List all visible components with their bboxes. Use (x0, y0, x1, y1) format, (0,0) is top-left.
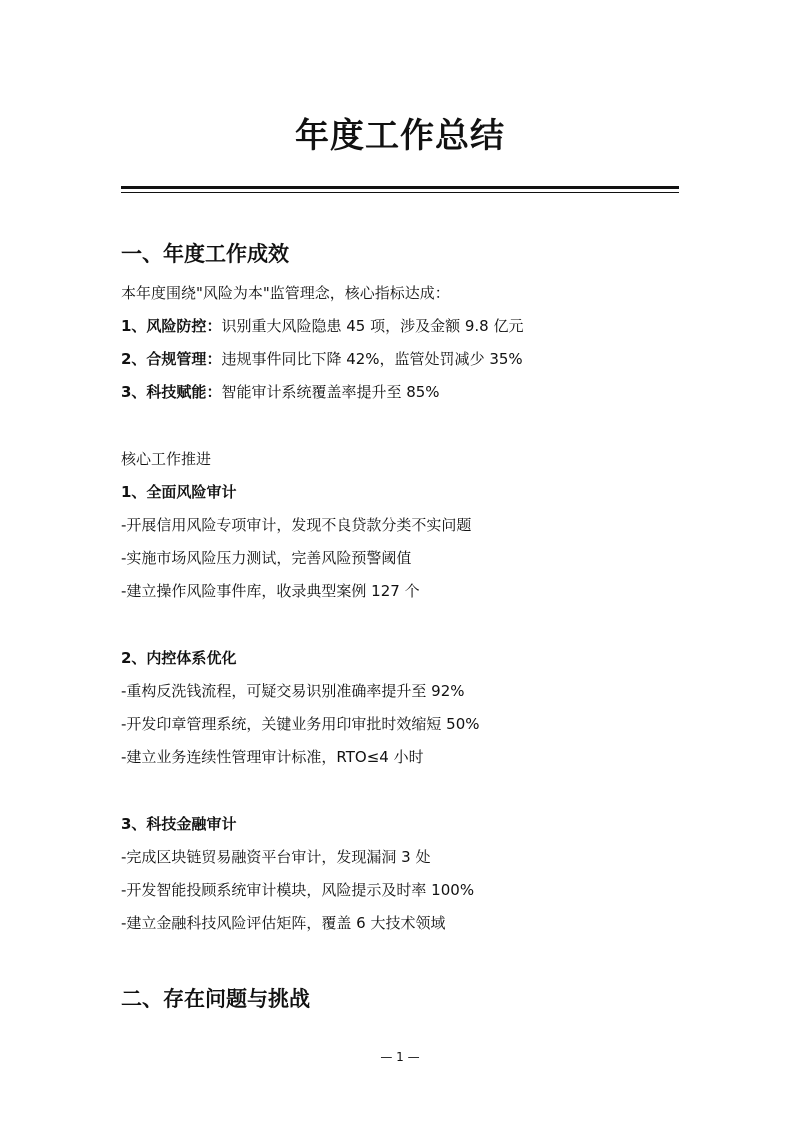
metric-label: 3、科技赋能： (121, 383, 222, 401)
list-item: -建立业务连续性管理审计标准，RTO≤4 小时 (121, 748, 424, 766)
list-item: -完成区块链贸易融资平台审计，发现漏洞 3 处 (121, 848, 431, 866)
metric-text: 智能审计系统覆盖率提升至 85% (221, 383, 440, 401)
list-item: -开展信用风险专项审计，发现不良贷款分类不实问题 (121, 516, 472, 534)
title-divider-thin (121, 192, 679, 193)
list-item: -开发印章管理系统，关键业务用印审批时效缩短 50% (121, 715, 480, 733)
metric-item (121, 349, 523, 369)
list-item: -开发智能投顾系统审计模块，风险提示及时率 100% (121, 881, 475, 899)
subsection-heading: 1、全面风险审计 (121, 483, 237, 501)
section-heading-challenges: 二、存在问题与挑战 (121, 987, 310, 1011)
page-number: — 1 — (380, 1050, 420, 1064)
list-item: -建立金融科技风险评估矩阵，覆盖 6 大技术领域 (121, 914, 446, 932)
metric-label: 2、合规管理： (121, 350, 222, 368)
subsection-heading: 3、科技金融审计 (121, 815, 237, 833)
title-divider-thick (121, 186, 679, 189)
list-item: -建立操作风险事件库，收录典型案例 127 个 (121, 582, 420, 600)
subsection-heading: 2、内控体系优化 (121, 649, 237, 667)
metric-text: 违规事件同比下降 42%，监管处罚减少 35% (221, 350, 523, 368)
list-item: -重构反洗钱流程，可疑交易识别准确率提升至 92% (121, 682, 465, 700)
metric-item (121, 316, 523, 336)
metric-label: 1、风险防控： (121, 317, 222, 335)
metric-item (121, 382, 440, 402)
list-item: -实施市场风险压力测试，完善风险预警阈值 (121, 549, 412, 567)
section-heading-achievements: 一、年度工作成效 (121, 242, 289, 266)
core-work-label: 核心工作推进 (121, 450, 212, 468)
page-title: 年度工作总结 (295, 116, 505, 156)
section-intro: 本年度围绕"风险为本"监管理念，核心指标达成： (121, 284, 450, 302)
metric-text: 识别重大风险隐患 45 项，涉及金额 9.8 亿元 (221, 317, 524, 335)
